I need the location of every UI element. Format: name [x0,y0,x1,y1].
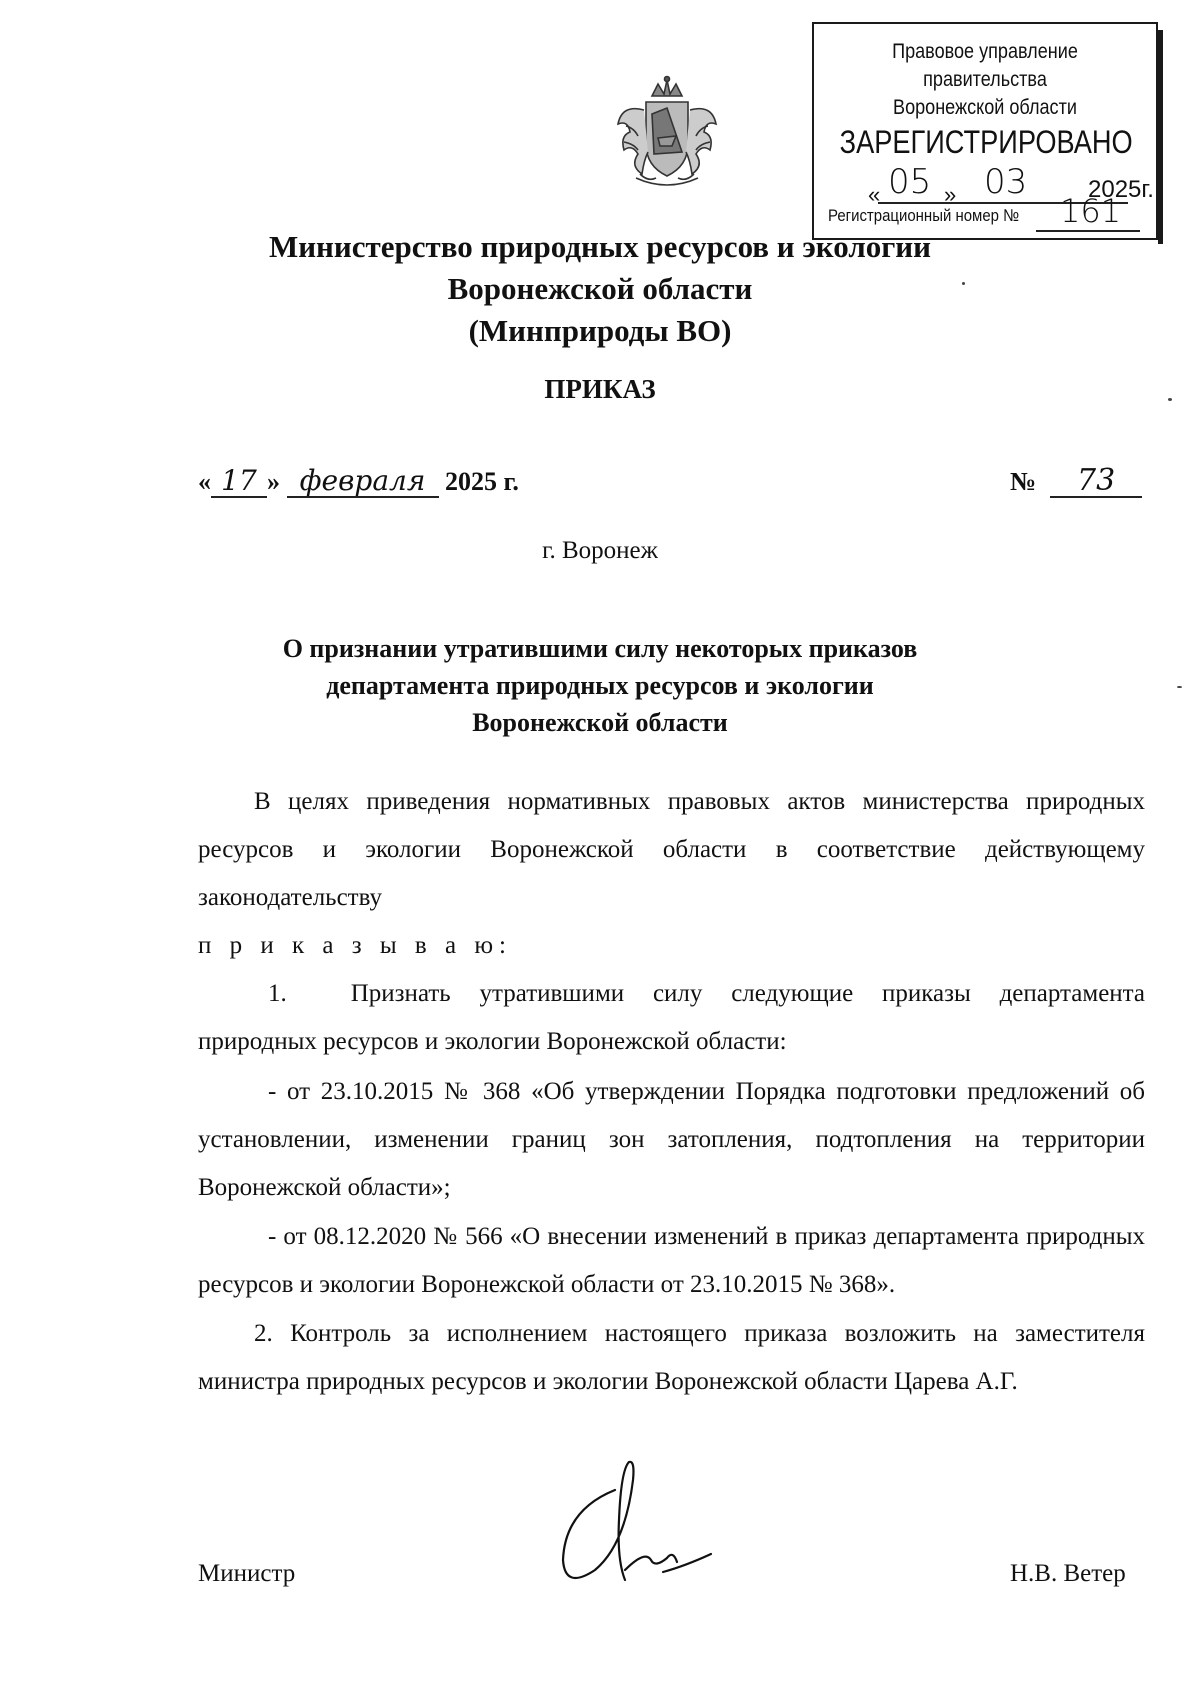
ministry-name: Министерство природных ресурсов и экологии [268,229,932,264]
item-1-paragraph [198,970,1145,1066]
ministry-header [0,226,1200,352]
stamp-month: 03 [984,162,1028,202]
order-city: г. Воронеж [542,537,658,564]
decree-word: п р и к а з ы в а ю: [198,932,512,959]
stamp-year: 2025г. [1088,176,1154,203]
stamp-organization: Правовое управление правительства Воронежской области [892,40,1078,119]
stamp-number: 161 [1060,192,1122,230]
registration-stamp [812,22,1158,240]
stamp-day: 05 [888,162,932,202]
scan-speck [962,282,965,285]
item-1a-paragraph: - от 23.10.2015 № 368 «Об утверждении Порядка подготовки предложений об установлении, изменении границ зон затопления, подтопления на территории Воронежской области»; [198,1078,1145,1201]
handwritten-signature-icon [555,1450,725,1600]
order-subject: О признании утратившими силу некоторых приказов департамента природных ресурсов и экологии Воронежской области [282,634,918,737]
item-1-text: Признать утратившими силу следующие приказы департамента природных ресурсов и экологии Воронежской области: [198,980,1145,1055]
order-year: 2025 г. [445,467,519,496]
signatory-title: Министр [198,1560,296,1587]
signatory-name: Н.В. Ветер [1010,1560,1126,1587]
order-date: « 17 » февраля 2025 г. [198,464,519,497]
scan-speck [1177,686,1182,688]
order-month: февраля [287,466,439,498]
scan-speck [1168,398,1172,401]
item-1-number: 1. [268,980,287,1007]
stamp-date: « 05 » 03 2025г. [868,162,1154,207]
item-1b-paragraph: - от 08.12.2020 № 566 «О внесении изменений в приказ департамента природных ресурсов и экологии Воронежской области от 23.10.2015 № 368». [198,1223,1145,1298]
preamble-paragraph: В целях приведения нормативных правовых актов министерства природных ресурсов и экологии Воронежской области в соответствие действующему законодательству [198,788,1145,911]
stamp-registered-label: ЗАРЕГИСТРИРОВАНО [839,124,1133,160]
order-number-value: 73 [1050,466,1142,498]
document-type: ПРИКАЗ [544,374,656,404]
order-number: № 73 [1010,466,1142,498]
ministry-region: Воронежской области [447,271,753,306]
stamp-number-label: Регистрационный номер № [828,206,1020,225]
ministry-abbr: (Минприроды ВО) [468,313,732,348]
coat-of-arms-icon [608,74,726,192]
order-day: 17 [211,466,267,498]
item-2-paragraph: 2. Контроль за исполнением настоящего приказа возложить на заместителя министра природных ресурсов и экологии Воронежской области Царева А.Г. [198,1320,1145,1395]
